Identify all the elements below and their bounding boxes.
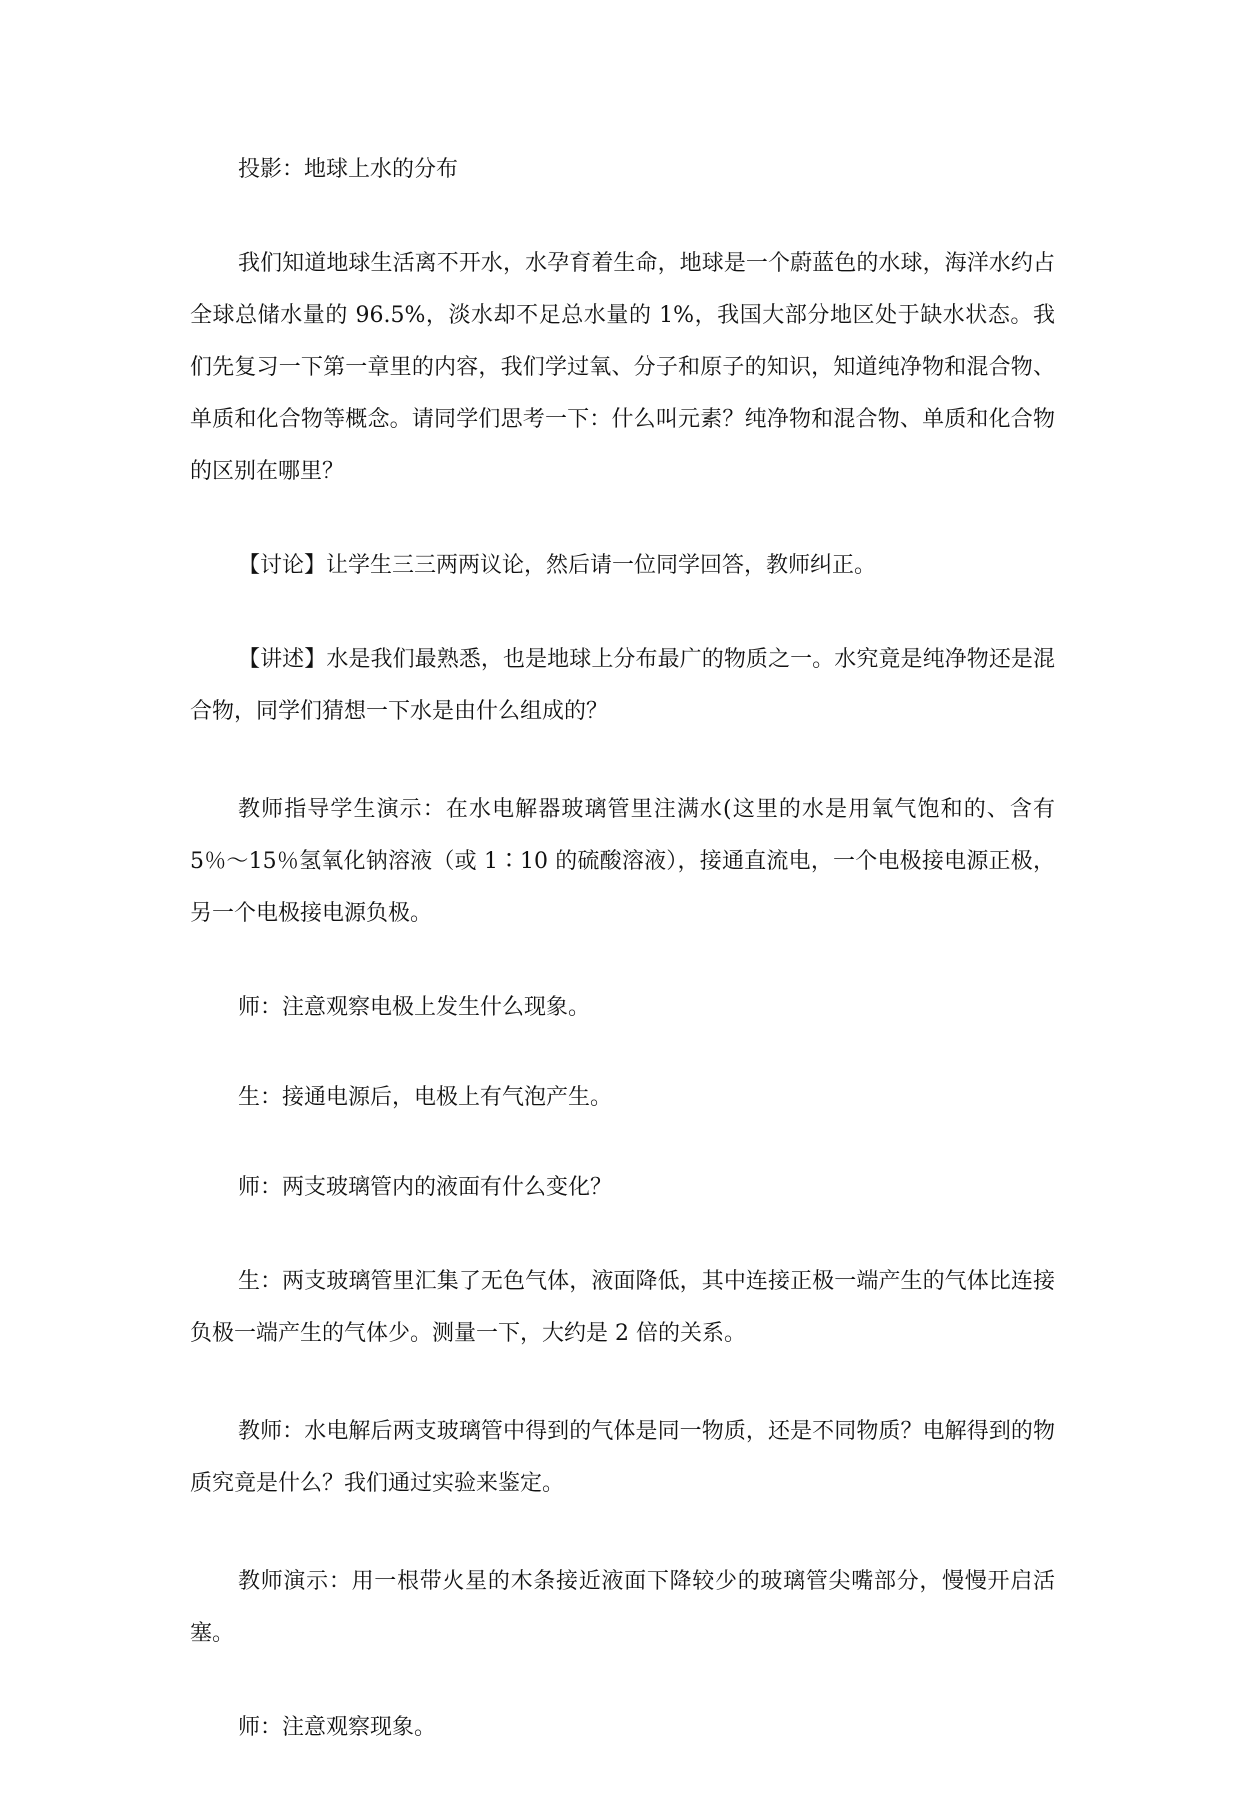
paragraph-intro: 我们知道地球生活离不开水，水孕育着生命，地球是一个蔚蓝色的水球，海洋水约占全球总储水量的 96.5%，淡水却不足总水量的 1%，我国大部分地区处于缺水状态。我们先复习一下第一章里的内容，我们学过氧、分子和原子的知识，知道纯净物和混合物、单质和化合物等概念。请同学们思考一下：什么叫元素？纯净物和混合物、单质和化合物的区别在哪里？ — [190, 251, 1055, 484]
paragraph-teacher-demo-splint: 教师演示：用一根带火星的木条接近液面下降较少的玻璃管尖嘴部分，慢慢开启活塞。 — [190, 1569, 1055, 1646]
paragraph-student-bubbles: 生：接通电源后，电极上有气泡产生。 — [238, 1085, 613, 1110]
paragraph-student-gas-ratio: 生：两支玻璃管里汇集了无色气体，液面降低，其中连接正极一端产生的气体比连接负极一端产生的气体少。测量一下，大约是 2 倍的关系。 — [190, 1269, 1055, 1346]
paragraph-teacher-liquid-level: 师：两支玻璃管内的液面有什么变化？ — [238, 1175, 613, 1200]
paragraph-discussion: 【讨论】让学生三三两两议论，然后请一位同学回答，教师纠正。 — [238, 553, 877, 578]
paragraph-teacher-observe-electrode: 师：注意观察电极上发生什么现象。 — [238, 995, 591, 1020]
paragraph-projection-title: 投影：地球上水的分布 — [238, 157, 459, 182]
paragraph-teacher-question: 教师：水电解后两支玻璃管中得到的气体是同一物质，还是不同物质？电解得到的物质究竟是什么？我们通过实验来鉴定。 — [190, 1419, 1055, 1496]
document-page — [190, 148, 1055, 1796]
paragraph-narration: 【讲述】水是我们最熟悉，也是地球上分布最广的物质之一。水究竟是纯净物还是混合物，同学们猜想一下水是由什么组成的？ — [190, 647, 1055, 724]
paragraph-teacher-observe: 师：注意观察现象。 — [238, 1715, 437, 1740]
paragraph-teacher-demo-electrolysis: 教师指导学生演示：在水电解器玻璃管里注满水(这里的水是用氧气饱和的、含有 5％～15％氢氧化钠溶液（或 1∶10 的硫酸溶液），接通直流电，一个电极接电源正极，另一个电极接电源负极。 — [190, 797, 1055, 926]
